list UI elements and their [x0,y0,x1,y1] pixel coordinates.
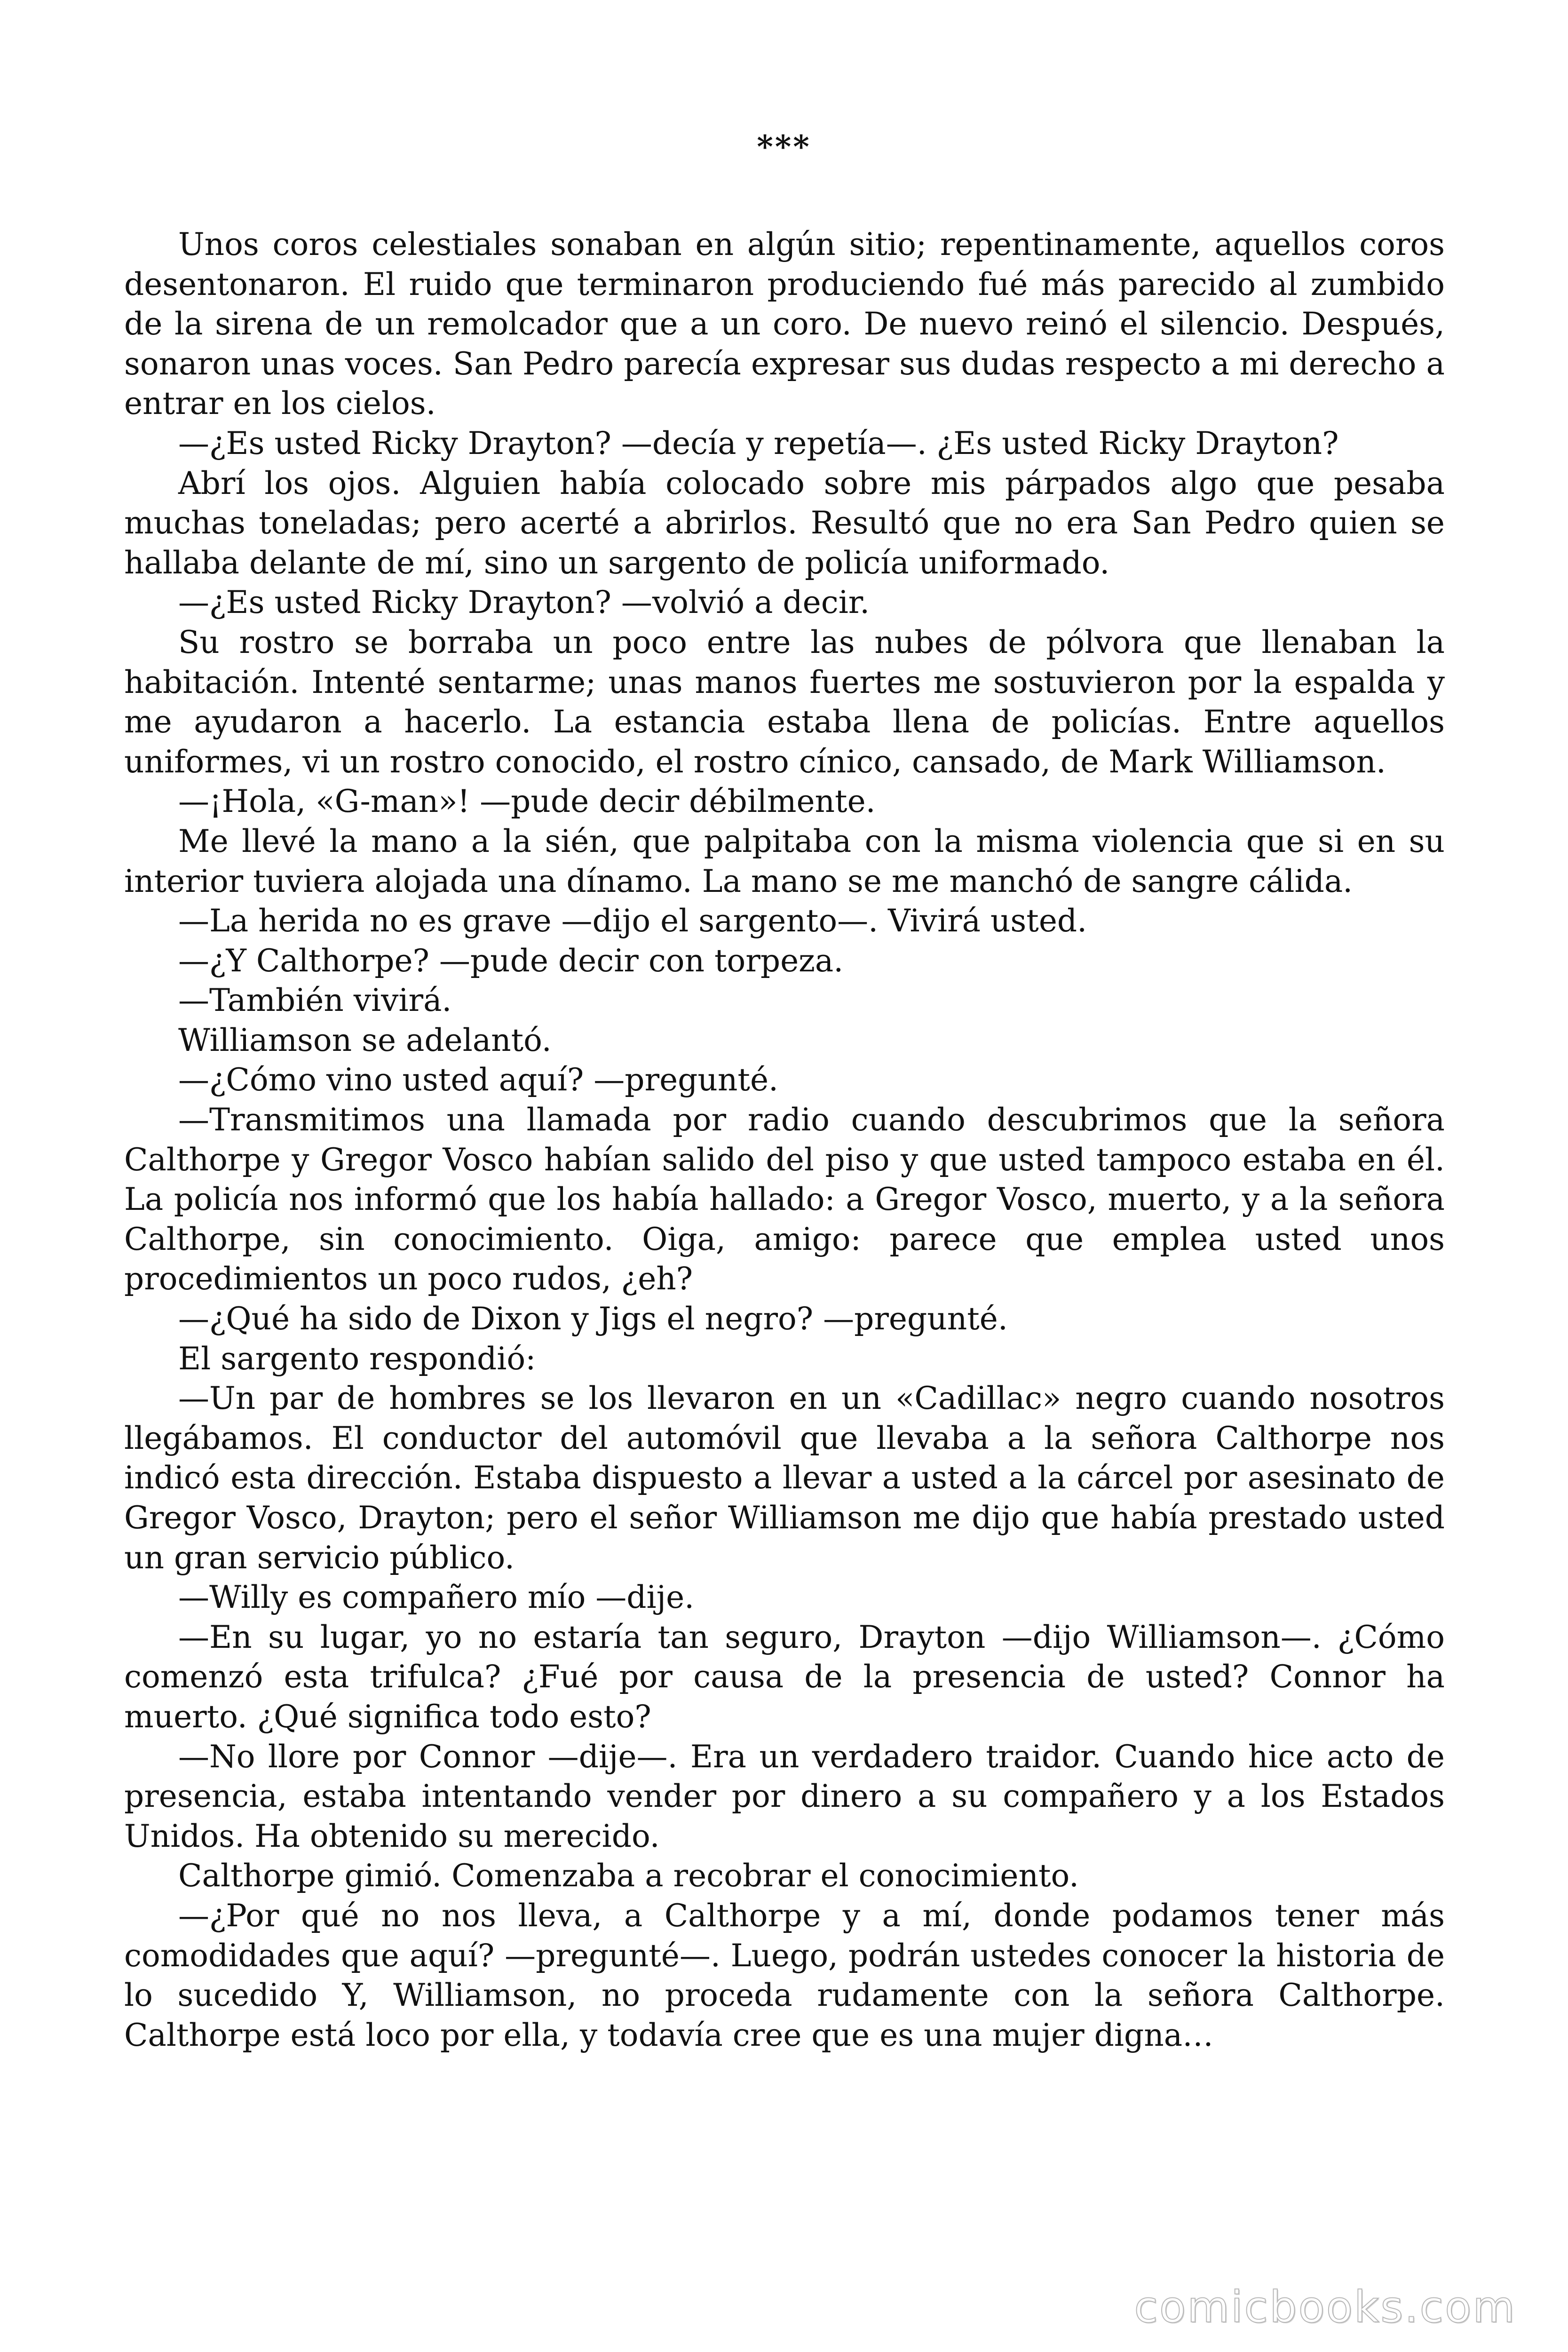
paragraph: El sargento respondió: [178,1340,536,1377]
paragraph: —No llore por Connor —dije—. Era un verdadero traidor. Cuando hice acto de presencia, estaba intentando vender por dinero a su compañero y a los Estados Unidos. Ha obtenido su merecido. [124,1738,1445,1854]
section-separator: *** [757,128,811,165]
paragraph: —¡Hola, «G-man»! —pude decir débilmente. [178,783,876,820]
paragraph: —También vivirá. [178,982,452,1019]
paragraph: —En su lugar, yo no estaría tan seguro, Drayton —dijo Williamson—. ¿Cómo comenzó esta trifulca? ¿Fué por causa de la presencia de usted? Connor ha muerto. ¿Qué significa todo esto? [124,1619,1445,1735]
paragraph: Abrí los ojos. Alguien había colocado sobre mis párpados algo que pesaba muchas toneladas; pero acerté a abrirlos. Resultó que no era San Pedro quien se hallaba delante de mí, sino un sargento de policía uniformado. [124,465,1445,581]
paragraph: —¿Qué ha sido de Dixon y Jigs el negro? —pregunté. [178,1301,1008,1337]
paragraph: —Willy es compañero mío —dije. [178,1579,695,1616]
paragraph: —Transmitimos una llamada por radio cuando descubrimos que la señora Calthorpe y Gregor Vosco habían salido del piso y que usted tampoco estaba en él. La policía nos informó que los había hallado: a Gregor Vosco, muerto, y a la señora Calthorpe, sin conocimiento. Oiga, amigo: parece que emplea usted unos procedimientos un poco rudos, ¿eh? [124,1102,1445,1297]
paragraph: —La herida no es grave —dijo el sargento—. Vivirá usted. [178,903,1087,939]
paragraph: —¿Es usted Ricky Drayton? —volvió a decir. [178,584,870,621]
paragraph: —¿Cómo vino usted aquí? —pregunté. [178,1062,778,1098]
body-text [124,225,1445,2055]
paragraph: —¿Por qué no nos lleva, a Calthorpe y a mí, donde podamos tener más comodidades que aquí? —pregunté—. Luego, podrán ustedes conocer la historia de lo sucedido Y, Williamson, no proceda rudamente con la señora Calthorpe. Calthorpe está loco por ella, y todavía cree que es una mujer digna… [124,1897,1445,2053]
paragraph: Me llevé la mano a la sién, que palpitaba con la misma violencia que si en su interior tuviera alojada una dínamo. La mano se me manchó de sangre cálida. [124,823,1445,899]
paragraph: Su rostro se borraba un poco entre las nubes de pólvora que llenaban la habitación. Intenté sentarme; unas manos fuertes me sostuvieron por la espalda y me ayudaron a hacerlo. La estancia estaba llena de policías. Entre aquellos uniformes, vi un rostro conocido, el rostro cínico, cansado, de Mark Williamson. [124,624,1445,780]
paragraph: Calthorpe gimió. Comenzaba a recobrar el conocimiento. [178,1858,1079,1894]
paragraph: Williamson se adelantó. [178,1022,552,1058]
paragraph: —Un par de hombres se los llevaron en un «Cadillac» negro cuando nosotros llegábamos. El conductor del automóvil que llevaba a la señora Calthorpe nos indicó esta dirección. Estaba dispuesto a llevar a usted a la cárcel por asesinato de Gregor Vosco, Drayton; pero el señor Williamson me dijo que había prestado usted un gran servicio público. [124,1380,1445,1576]
watermark: comicbooks.com [1134,2282,1516,2332]
paragraph: Unos coros celestiales sonaban en algún sitio; repentinamente, aquellos coros desentonaron. El ruido que terminaron produciendo fué más parecido al zumbido de la sirena de un remolcador que a un coro. De nuevo reinó el silencio. Después, sonaron unas voces. San Pedro parecía expresar sus dudas respecto a mi derecho a entrar en los cielos. [124,226,1445,422]
paragraph: —¿Y Calthorpe? —pude decir con torpeza. [178,942,844,979]
paragraph: —¿Es usted Ricky Drayton? —decía y repetía—. ¿Es usted Ricky Drayton? [178,425,1339,461]
